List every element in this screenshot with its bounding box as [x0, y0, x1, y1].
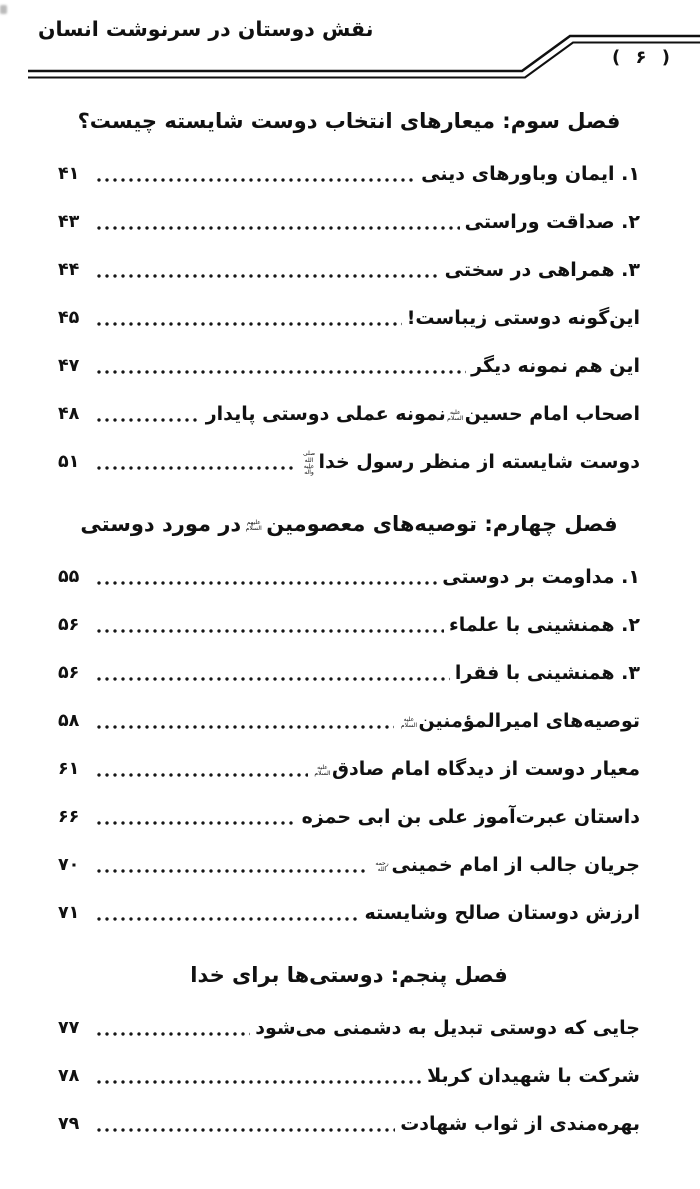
- book-title: نقش دوستان در سرنوشت انسان: [38, 17, 374, 41]
- toc-entry-title: دوست شایسته از منظر رسول خدا: [318, 451, 640, 473]
- toc-entry: [58, 553, 640, 601]
- toc-entry-title: جایی که دوستی تبدیل به دشمنی می‌شود: [255, 1017, 640, 1039]
- dotted-leader: [95, 220, 460, 236]
- toc-entry-page: ۴۱: [58, 164, 80, 184]
- header-rule: [0, 0, 700, 92]
- toc-entry-title: معیار دوست از دیدگاه امام صادق: [331, 758, 640, 780]
- toc-entry-page: ۷۹: [58, 1114, 80, 1134]
- toc-entry-title: ۱. مداومت بر دوستی: [442, 566, 640, 588]
- dotted-leader: [95, 767, 308, 783]
- toc-entry: [58, 294, 640, 342]
- honorific-mark: علیهم السلام: [245, 518, 262, 532]
- toc-entry: [58, 601, 640, 649]
- toc-entry: [58, 649, 640, 697]
- dotted-leader: [95, 1074, 422, 1090]
- chapter-heading: [58, 495, 640, 553]
- toc-entry: [58, 1052, 640, 1100]
- toc-entry-page: ۴۸: [58, 404, 80, 424]
- toc-entry-page: ۵۱: [58, 452, 80, 472]
- dotted-leader: [95, 172, 416, 188]
- toc-entry-title: جریان جالب از امام خمینی: [391, 854, 640, 876]
- toc-entry-title: بهره‌مندی از ثواب شهادت: [400, 1113, 640, 1135]
- toc-entry: [58, 889, 640, 937]
- honorific-mark: علیه السلام: [447, 408, 464, 422]
- chapter-heading-text: در مورد دوستی: [80, 512, 242, 536]
- toc-entry-page: ۷۰: [58, 855, 80, 875]
- toc-entry: [58, 745, 640, 793]
- honorific-mark: علیه السلام: [314, 763, 331, 777]
- toc-entry-title: ارزش دوستان صالح وشایسته: [364, 902, 640, 924]
- chapter-heading-text: فصل چهارم: توصیه‌های معصومین: [266, 512, 618, 536]
- toc-entry: [58, 342, 640, 390]
- dotted-leader: [95, 815, 297, 831]
- chapter-heading: [58, 92, 640, 150]
- toc-entry: [58, 246, 640, 294]
- toc-entry-page: ۶۱: [58, 759, 80, 779]
- honorific-mark: صلی الله علیه وآله: [302, 450, 316, 477]
- dotted-leader: [95, 268, 440, 284]
- honorific-mark: رحمه الله: [375, 859, 389, 873]
- dotted-leader: [95, 412, 201, 428]
- toc-entry-title: این‌گونه دوستی زیباست!: [406, 307, 640, 329]
- toc-entry-title: این هم نمونه دیگر: [471, 355, 640, 377]
- toc-entry-title: ۳. همنشینی با فقرا: [454, 662, 640, 684]
- chapter-section: [58, 946, 640, 1148]
- toc-entry: [58, 438, 640, 486]
- toc-entry-page: ۴۴: [58, 260, 80, 280]
- dotted-leader: [95, 671, 450, 687]
- toc-entry: [58, 198, 640, 246]
- chapter-heading: [58, 946, 640, 1004]
- toc-entry-page: ۴۵: [58, 308, 80, 328]
- toc-entry-title: ۲. صداقت وراستی: [464, 211, 640, 233]
- dotted-leader: [95, 1026, 250, 1042]
- page-number: ( ۶ ): [612, 47, 670, 68]
- dotted-leader: [95, 1122, 395, 1138]
- toc-entry-title: شرکت با شهیدان کربلا: [427, 1065, 640, 1087]
- toc-entry: [58, 697, 640, 745]
- toc-entry: [58, 150, 640, 198]
- dotted-leader: [95, 863, 368, 879]
- toc-entry-page: ۶۶: [58, 807, 80, 827]
- toc-entry: [58, 1004, 640, 1052]
- dotted-leader: [95, 719, 394, 735]
- dotted-leader: [95, 316, 402, 332]
- toc-entry-page: ۵۸: [58, 711, 80, 731]
- chapter-section: [58, 495, 640, 937]
- toc-entry-page: ۴۳: [58, 212, 80, 232]
- toc-entry-page: ۵۵: [58, 567, 80, 587]
- toc-entry-page: ۴۷: [58, 356, 80, 376]
- toc-entry-title: ۳. همراهی در سختی: [444, 259, 640, 281]
- honorific-mark: علیه السلام: [400, 715, 418, 729]
- toc-entry-title: نمونه عملی دوستی پایدار: [205, 403, 446, 425]
- table-of-contents: [58, 92, 640, 1157]
- toc-entry: [58, 841, 640, 889]
- toc-entry-page: ۷۸: [58, 1066, 80, 1086]
- toc-entry-page: ۷۱: [58, 903, 80, 923]
- toc-entry: [58, 390, 640, 438]
- toc-entry-title: ۲. همنشینی با علماء: [449, 614, 640, 636]
- toc-entry-title: ۱. ایمان وباورهای دینی: [421, 163, 640, 185]
- dotted-leader: [95, 575, 437, 591]
- toc-entry-title: داستان عبرت‌آموز علی بن ابی حمزه: [301, 806, 640, 828]
- dotted-leader: [95, 623, 444, 639]
- toc-entry-page: ۷۷: [58, 1018, 80, 1038]
- toc-entry-page: ۵۶: [58, 663, 80, 683]
- dotted-leader: [95, 364, 466, 380]
- toc-entry-title: اصحاب امام حسین: [464, 403, 640, 425]
- toc-entry: [58, 1100, 640, 1148]
- chapter-section: [58, 92, 640, 486]
- chapter-heading-text: فصل پنجم: دوستی‌ها برای خدا: [190, 963, 508, 987]
- chapter-heading-text: فصل سوم: میعارهای انتخاب دوست شایسته چیست؟: [77, 109, 621, 133]
- toc-entry-page: ۵۶: [58, 615, 80, 635]
- toc-entry: [58, 793, 640, 841]
- toc-entry-title: توصیه‌های امیرالمؤمنین: [418, 710, 640, 732]
- dotted-leader: [95, 460, 295, 476]
- dotted-leader: [95, 911, 360, 927]
